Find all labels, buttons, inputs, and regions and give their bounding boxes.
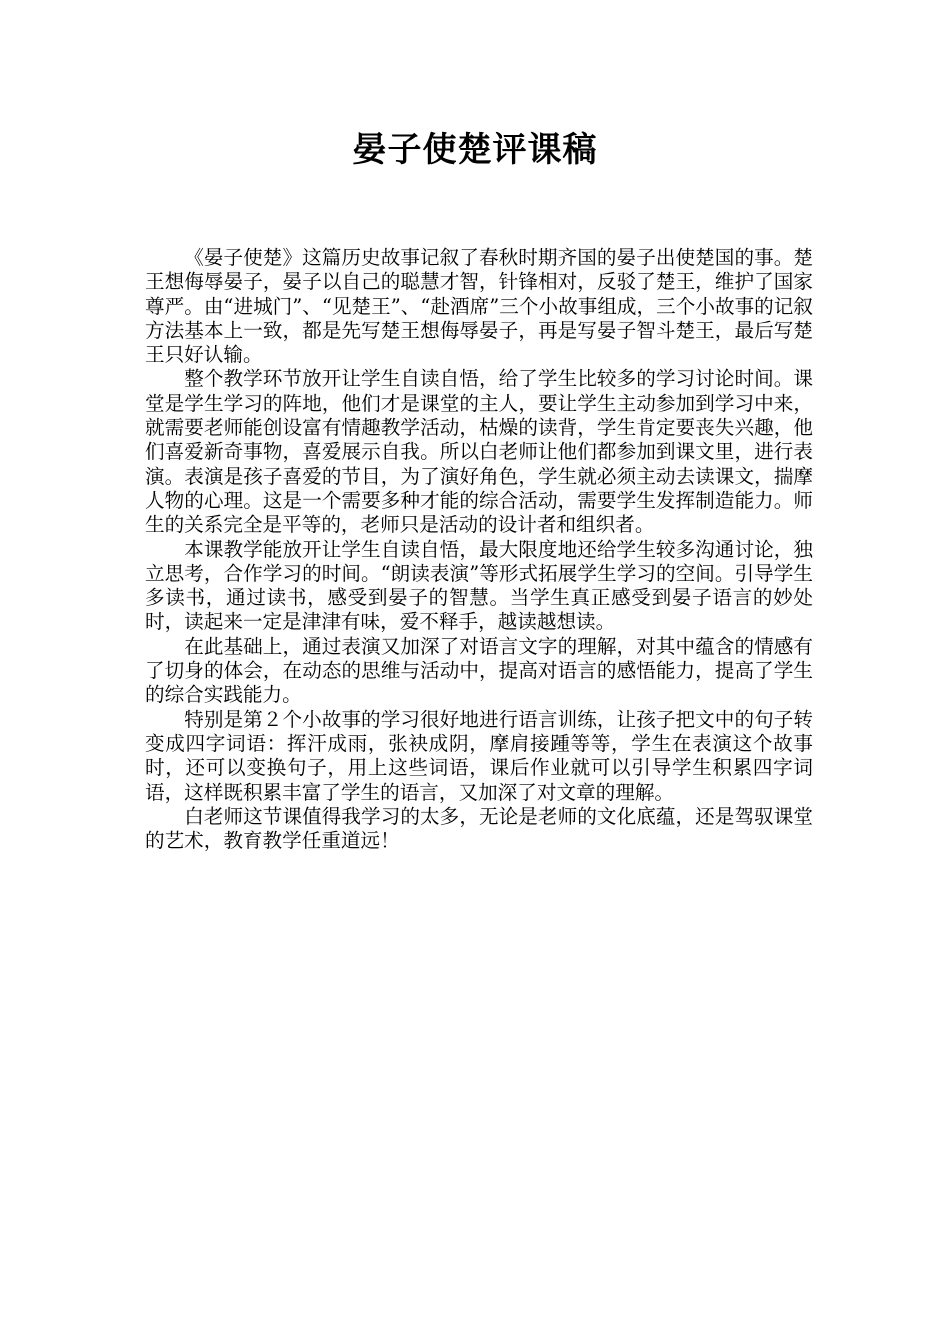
paragraph-5: 特别是第２个小故事的学习很好地进行语言训练，让孩子把文中的句子转变成四字词语：挥汗成雨，张袂成阴，摩肩接踵等等，学生在表演这个故事时，还可以变换句子，用上这些词语，课后作业就可以引导学生积累四字词语，这样既积累丰富了学生的语言，又加深了对文章的理解。	[145, 707, 813, 804]
paragraph-2: 整个教学环节放开让学生自读自悟，给了学生比较多的学习讨论时间。课堂是学生学习的阵地，他们才是课堂的主人，要让学生主动参加到学习中来，就需要老师能创设富有情趣教学活动，枯燥的读背，学生肯定要丧失兴趣，他们喜爱新奇事物，喜爱展示自我。所以白老师让他们都参加到课文里，进行表演。表演是孩子喜爱的节目，为了演好角色，学生就必须主动去读课文，揣摩人物的心理。这是一个需要多种才能的综合活动，需要学生发挥制造能力。师生的关系完全是平等的，老师只是活动的设计者和组织者。	[145, 367, 813, 537]
paragraph-1: 《晏子使楚》这篇历史故事记叙了春秋时期齐国的晏子出使楚国的事。楚王想侮辱晏子，晏子以自己的聪慧才智，针锋相对，反驳了楚王，维护了国家尊严。由“进城门”、“见楚王”、“赴酒席”三个小故事组成，三个小故事的记叙方法基本上一致，都是先写楚王想侮辱晏子，再是写晏子智斗楚王，最后写楚王只好认输。	[145, 246, 813, 367]
paragraph-6: 白老师这节课值得我学习的太多，无论是老师的文化底蕴，还是驾驭课堂的艺术，教育教学任重道远！	[145, 804, 813, 853]
document-body	[145, 246, 813, 853]
document-title: 晏子使楚评课稿	[352, 130, 598, 170]
paragraph-4: 在此基础上，通过表演又加深了对语言文字的理解，对其中蕴含的情感有了切身的体会，在动态的思维与活动中，提高对语言的感悟能力，提高了学生的综合实践能力。	[145, 634, 813, 707]
paragraph-3: 本课教学能放开让学生自读自悟，最大限度地还给学生较多沟通讨论，独立思考，合作学习的时间。“朗读表演”等形式拓展学生学习的空间。引导学生多读书，通过读书，感受到晏子的智慧。当学生真正感受到晏子语言的妙处时，读起来一定是津津有味，爱不释手，越读越想读。	[145, 537, 813, 634]
